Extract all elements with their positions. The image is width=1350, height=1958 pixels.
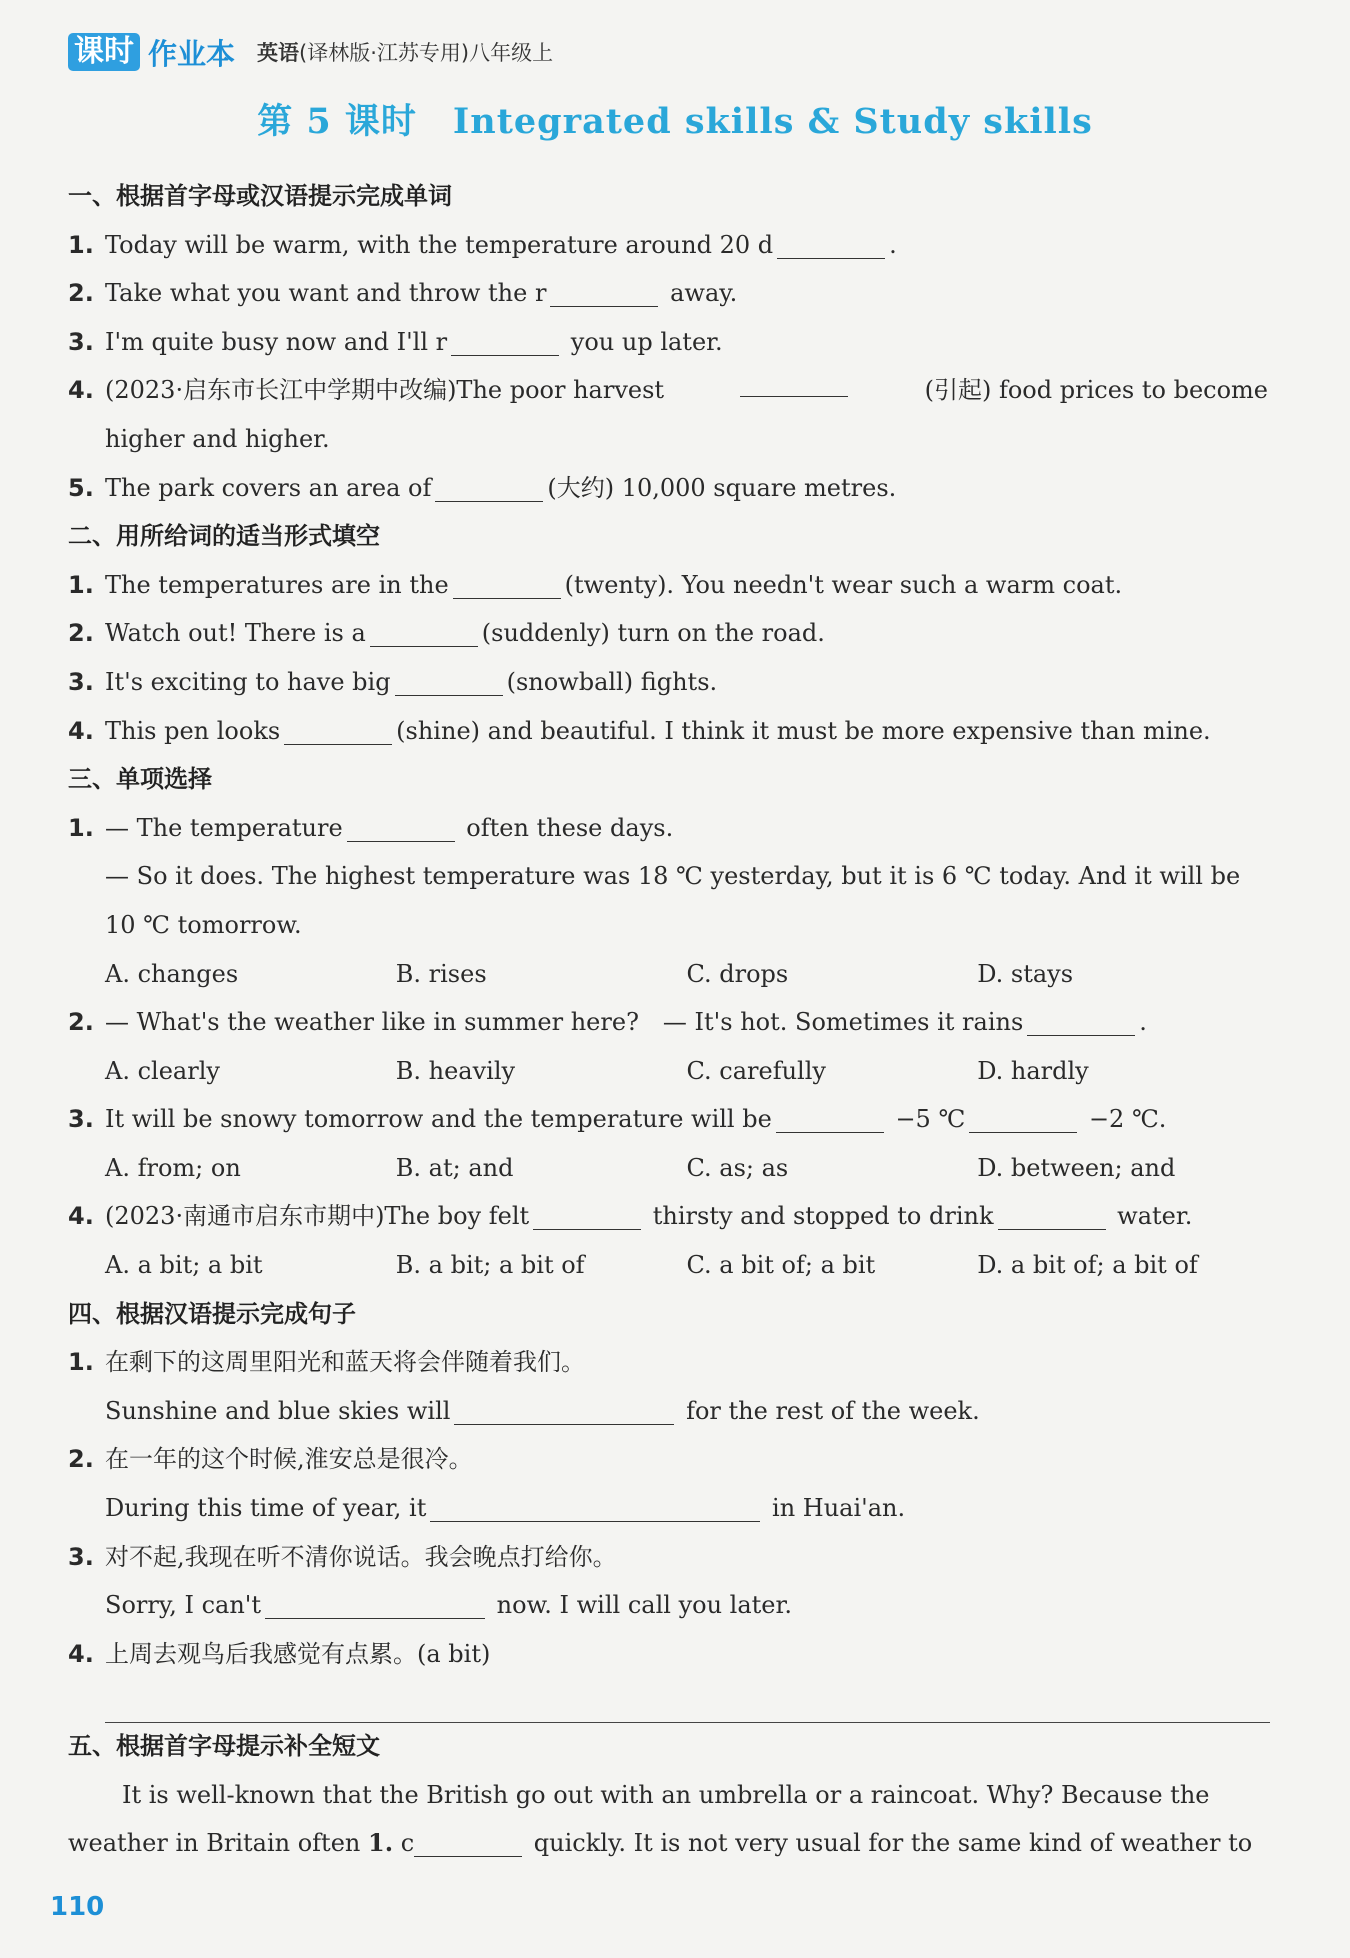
question-text: Take what you want and throw the r: [105, 279, 547, 308]
question-number: 2.: [68, 619, 94, 648]
question-text: — The temperature: [105, 813, 343, 842]
section-title: 四、根据汉语提示完成句子: [68, 1299, 356, 1328]
question-text: for the rest of the week.: [686, 1396, 980, 1425]
subject-label: 英语: [257, 41, 300, 65]
option-c[interactable]: C. carefully: [686, 1056, 826, 1085]
initial-letter: c: [400, 1829, 415, 1858]
option-c[interactable]: C. drops: [686, 959, 789, 988]
section-title: 二、用所给词的适当形式填空: [68, 522, 380, 551]
option-a[interactable]: A. clearly: [105, 1056, 220, 1085]
question-text: (2023·启东市长江中学期中改编)The poor harvest: [105, 376, 665, 405]
question-number: 3.: [68, 667, 94, 696]
question: [68, 609, 1268, 658]
question-text: .: [1139, 1008, 1147, 1037]
question: [68, 561, 1268, 610]
answer-blank[interactable]: [776, 1102, 884, 1133]
question-text: — What's the weather like in summer here? — It's hot. Sometimes it rains: [105, 1008, 1024, 1037]
question-text: (twenty). You needn't wear such a warm coat.: [564, 570, 1123, 599]
question-text: away.: [670, 279, 738, 308]
chinese-prompt: 在剩下的这周里阳光和蓝天将会伴随着我们。: [105, 1348, 585, 1377]
question-text: During this time of year, it: [105, 1494, 427, 1523]
question-number: 4.: [68, 1202, 94, 1231]
options-row: [68, 1241, 1268, 1290]
question-number: 4.: [68, 376, 94, 405]
option-a[interactable]: A. a bit; a bit: [105, 1251, 263, 1280]
option-b[interactable]: B. a bit; a bit of: [395, 1251, 585, 1280]
question-text: (引起) food prices to become: [924, 376, 1268, 405]
option-a[interactable]: A. from; on: [105, 1153, 241, 1182]
question-sentence: [68, 1581, 1268, 1630]
question-number: 5.: [68, 473, 94, 502]
passage-line: [68, 1819, 1268, 1868]
answer-blank[interactable]: [777, 228, 885, 259]
question: [68, 221, 1268, 270]
question: [68, 804, 1268, 853]
question-continuation: 10 ℃ tomorrow.: [105, 910, 302, 939]
answer-blank[interactable]: [533, 1199, 641, 1230]
question-text: The temperatures are in the: [105, 570, 449, 599]
chinese-prompt: 上周去观鸟后我感觉有点累。(a bit): [105, 1639, 491, 1668]
question-text: water.: [1117, 1202, 1193, 1231]
question: [68, 1435, 1268, 1484]
answer-blank[interactable]: [370, 616, 478, 647]
question-text: Watch out! There is a: [105, 619, 366, 648]
question-number: 1.: [68, 1348, 94, 1377]
question: [68, 1095, 1268, 1144]
book-info: [257, 37, 553, 67]
options-row: [68, 950, 1268, 999]
answer-blank[interactable]: [451, 325, 559, 356]
page-header: [68, 30, 553, 74]
question-text: thirsty and stopped to drink: [652, 1202, 994, 1231]
option-d[interactable]: D. hardly: [977, 1056, 1089, 1085]
question-number: 2.: [68, 279, 94, 308]
answer-blank[interactable]: [1027, 1005, 1135, 1036]
option-b[interactable]: B. at; and: [395, 1153, 514, 1182]
answer-blank[interactable]: [453, 568, 561, 599]
question-text: The park covers an area of: [105, 473, 432, 502]
question-text: −2 ℃.: [1088, 1105, 1167, 1134]
answer-blank[interactable]: [435, 471, 543, 502]
question-number: 2.: [68, 1008, 94, 1037]
question-text: (大约) 10,000 square metres.: [547, 473, 897, 502]
option-d[interactable]: D. a bit of; a bit of: [977, 1251, 1198, 1280]
answer-blank[interactable]: [454, 1394, 674, 1425]
question-text: This pen looks: [105, 716, 281, 745]
question: [68, 464, 1268, 513]
options-row: [68, 1047, 1268, 1096]
question-text: in Huai'an.: [772, 1494, 906, 1523]
question-number: 1.: [68, 570, 94, 599]
passage-text: quickly. It is not very usual for the same kind of weather to: [533, 1829, 1253, 1858]
passage-line: It is well-known that the British go out with an umbrella or a raincoat. Why? Because the: [122, 1780, 1210, 1809]
question-text: (2023·南通市启东市期中)The boy felt: [105, 1202, 530, 1231]
logo-text: 作业本: [148, 36, 236, 71]
question-text: (suddenly) turn on the road.: [481, 619, 825, 648]
option-d[interactable]: D. stays: [977, 959, 1074, 988]
answer-blank[interactable]: [969, 1102, 1077, 1133]
question-text: often these days.: [466, 813, 674, 842]
question-sentence: [68, 1484, 1268, 1533]
publisher-logo: [68, 32, 235, 73]
chinese-prompt: 对不起,我现在听不清你说话。我会晚点打给你。: [105, 1542, 617, 1571]
answer-blank[interactable]: [414, 1826, 522, 1857]
question-continuation: — So it does. The highest temperature was 18 ℃ yesterday, but it is 6 ℃ today. And it will be: [105, 862, 1241, 891]
question-text: (snowball) fights.: [506, 667, 718, 696]
question: [68, 1338, 1268, 1387]
question-text: Sunshine and blue skies will: [105, 1396, 451, 1425]
question-text: −5 ℃: [895, 1105, 966, 1134]
question-text: (shine) and beautiful. I think it must be more expensive than mine.: [396, 716, 1211, 745]
lesson-title: 第 5 课时 Integrated skills & Study skills: [257, 101, 1093, 142]
logo-badge: 课时: [68, 33, 140, 71]
question-continuation: higher and higher.: [105, 424, 330, 453]
option-b[interactable]: B. heavily: [395, 1056, 516, 1085]
question: [68, 998, 1268, 1047]
question: [68, 366, 1268, 415]
option-c[interactable]: C. as; as: [686, 1153, 789, 1182]
question-number: 1.: [68, 230, 94, 259]
question-text: .: [889, 230, 897, 259]
option-c[interactable]: C. a bit of; a bit: [686, 1251, 876, 1280]
answer-blank[interactable]: [998, 1199, 1106, 1230]
option-a[interactable]: A. changes: [105, 959, 239, 988]
question-number: 3.: [68, 1542, 94, 1571]
question: [68, 1630, 1268, 1679]
question-text: It will be snowy tomorrow and the temperature will be: [105, 1105, 772, 1134]
blank-number: 1.: [368, 1828, 394, 1858]
edition-label: (译林版·江苏专用)八年级上: [299, 41, 554, 65]
answer-blank[interactable]: [430, 1491, 760, 1522]
option-d[interactable]: D. between; and: [977, 1153, 1176, 1182]
question-text: now. I will call you later.: [496, 1591, 792, 1620]
question: [68, 318, 1268, 367]
passage-text: weather in Britain often: [68, 1829, 361, 1858]
question-number: 3.: [68, 1105, 94, 1134]
option-b[interactable]: B. rises: [395, 959, 487, 988]
answer-blank[interactable]: [265, 1588, 485, 1619]
exercise-content: [68, 172, 1268, 1678]
question: [68, 1192, 1268, 1241]
options-row: [68, 1144, 1268, 1193]
question-number: 3.: [68, 327, 94, 356]
section-5: [68, 1722, 1268, 1868]
answer-blank[interactable]: [550, 276, 658, 307]
question-number: 4.: [68, 716, 94, 745]
question-number: 1.: [68, 813, 94, 842]
question-text: I'm quite busy now and I'll r: [105, 327, 448, 356]
answer-blank[interactable]: [347, 811, 455, 842]
chinese-prompt: 在一年的这个时候,淮安总是很冷。: [105, 1445, 473, 1474]
section-title: 三、单项选择: [68, 765, 212, 794]
page-number: 110: [50, 1892, 105, 1922]
question: [68, 269, 1268, 318]
question-text: Sorry, I can't: [105, 1591, 262, 1620]
question: [68, 1533, 1268, 1582]
section-title: 一、根据首字母或汉语提示完成单词: [68, 182, 452, 210]
question-number: 4.: [68, 1639, 94, 1668]
question-sentence: [68, 1387, 1268, 1436]
question: [68, 658, 1268, 707]
question-number: 2.: [68, 1445, 94, 1474]
question-text: It's exciting to have big: [105, 667, 391, 696]
section-title: 五、根据首字母提示补全短文: [68, 1732, 380, 1760]
answer-blank[interactable]: [284, 714, 392, 745]
question-text: you up later.: [570, 327, 723, 356]
question: [68, 707, 1268, 756]
answer-blank[interactable]: [740, 366, 848, 397]
question-text: Today will be warm, with the temperature around 20 d: [105, 230, 774, 259]
answer-blank[interactable]: [395, 665, 503, 696]
